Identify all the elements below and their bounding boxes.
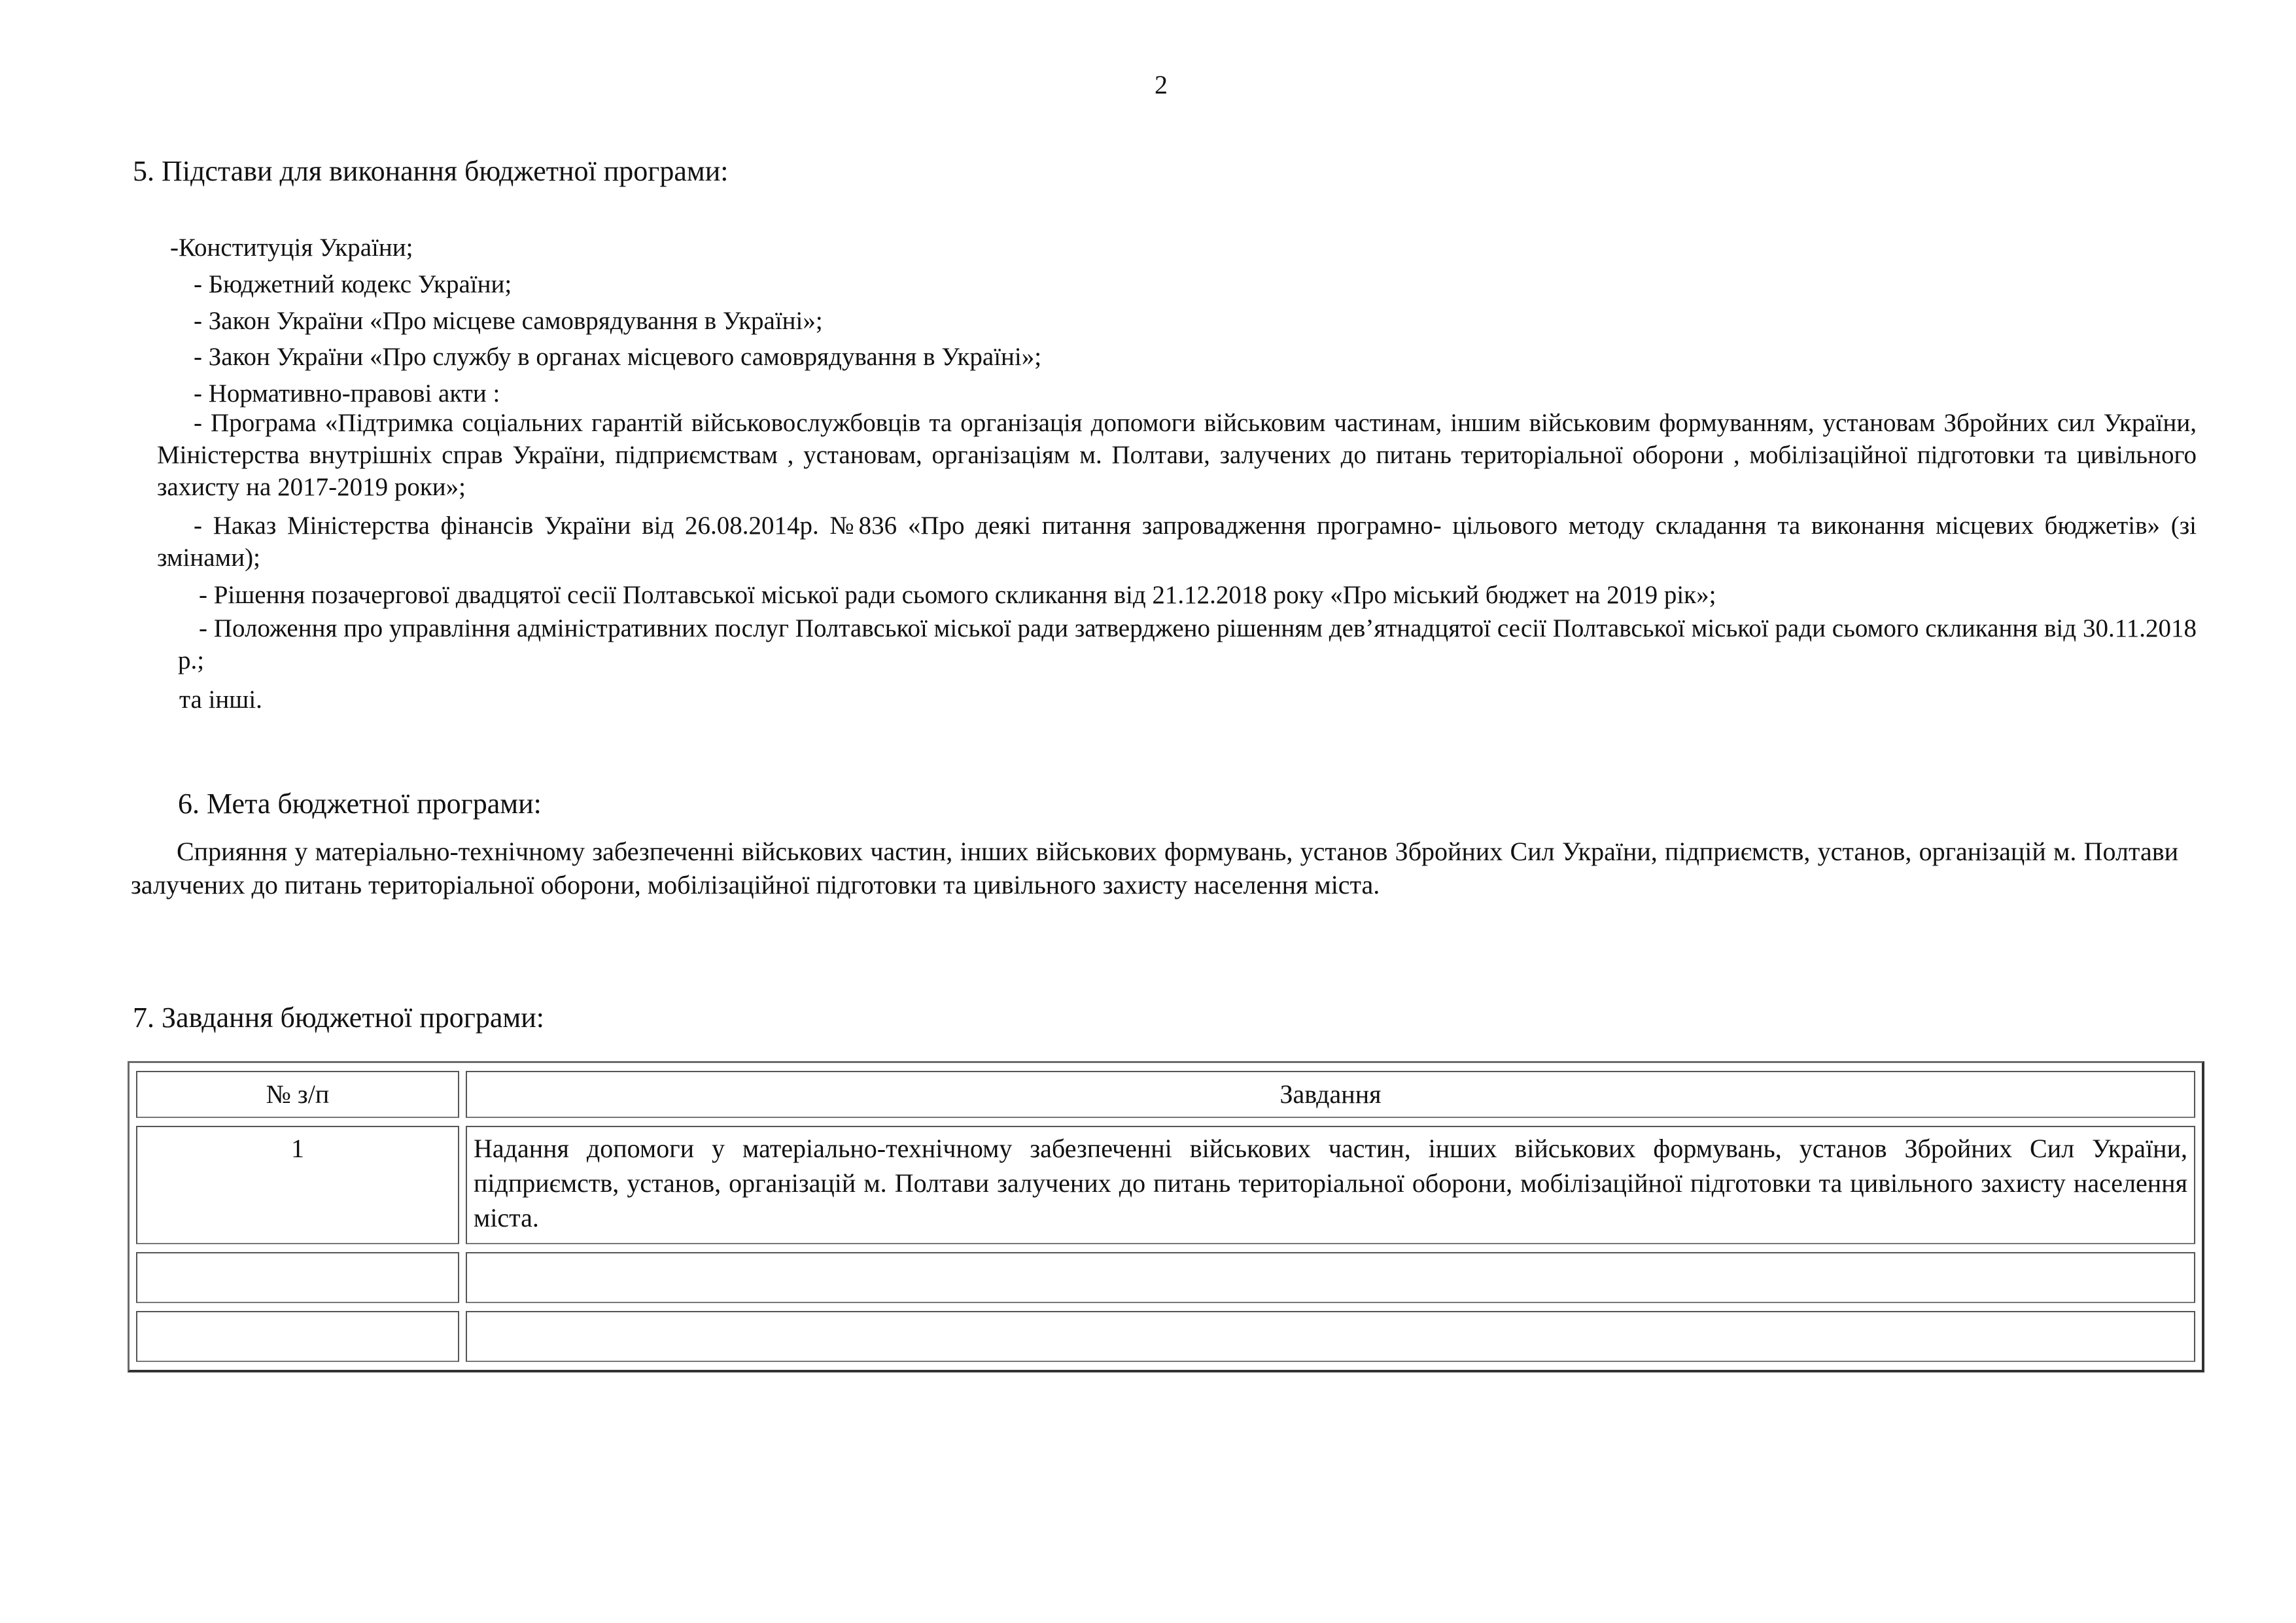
program-goal-text: Сприяння у матеріально-технічному забезпеченні військових частин, інших військових формувань, установ Збройних Сил України, підприємств, установ, організацій м. Полтави залучених до питань територіальної оборони, мобілізаційної підготовки та цивільного захисту населення міста.	[131, 837, 2178, 899]
table-cell-task	[466, 1252, 2195, 1303]
table-cell-number	[136, 1311, 459, 1362]
basis-item-budget-code: - Бюджетний кодекс України;	[194, 270, 512, 298]
basis-item-regulation: - Положення про управління адміністративних послуг Полтавської міської ради затверджено рішенням дев’ятнадцятої сесії Полтавської міської ради сьомого скликання від 30.11.2018 р.;	[178, 614, 2197, 674]
basis-item-program: - Програма «Підтримка соціальних гарантій військовослужбовців та організація допомоги військовим частинам, іншим військовим формуванням, установам Збройних сил України, Міністерства внутрішніх справ України, підприємствам , установам, організаціям м. Полтави, залучених до питань територіальної оборони , мобілізаційної підготовки та цивільного захисту на 2017-2019 роки»;	[157, 409, 2197, 501]
tasks-table	[128, 1061, 2204, 1372]
page-number: 2	[1155, 70, 1168, 99]
section-5-heading: 5. Підстави для виконання бюджетної програми:	[133, 155, 729, 187]
section-6-heading: 6. Мета бюджетної програми:	[178, 788, 542, 820]
task-description: Надання допомоги у матеріально-технічному забезпеченні військових частин, інших військових формувань, установ Збройних Сил України, підприємств, установ, організацій м. Полтави залучених до питань територіальної оборони, мобілізаційної підготовки та цивільного захисту населення міста.	[474, 1134, 2187, 1232]
basis-item-finance-order: - Наказ Міністерства фінансів України від 26.08.2014р. №836 «Про деякі питання запровадження програмно- цільового методу складання та виконання місцевих бюджетів» (зі змінами);	[157, 512, 2197, 572]
row-number: 1	[291, 1134, 304, 1163]
table-cell-task	[466, 1311, 2195, 1362]
table-cell-task	[466, 1126, 2195, 1244]
table-row	[136, 1311, 2195, 1362]
column-header-task: Завдання	[466, 1071, 2195, 1118]
table-cell-number	[136, 1126, 459, 1244]
table-header-row	[136, 1071, 2195, 1118]
basis-item-local-government-law: - Закон України «Про місцеве самоврядування в Україні»;	[194, 307, 823, 335]
basis-item-others: та інші.	[179, 686, 262, 714]
table-row	[136, 1252, 2195, 1303]
table-cell-number	[136, 1252, 459, 1303]
basis-item-service-law: - Закон України «Про службу в органах місцевого самоврядування в Україні»;	[194, 343, 1042, 371]
section-7-heading: 7. Завдання бюджетної програми:	[133, 1002, 544, 1034]
basis-item-budget-decision: - Рішення позачергової двадцятої сесії Полтавської міської ради сьомого скликання від 21.12.2018 року «Про міський бюджет на 2019 рік»;	[199, 581, 1716, 609]
basis-item-normative-acts: - Нормативно-правові акти :	[194, 379, 500, 408]
column-header-number: № з/п	[136, 1071, 459, 1118]
table-row	[136, 1126, 2195, 1244]
basis-item-constitution: -Конституція України;	[170, 234, 413, 262]
